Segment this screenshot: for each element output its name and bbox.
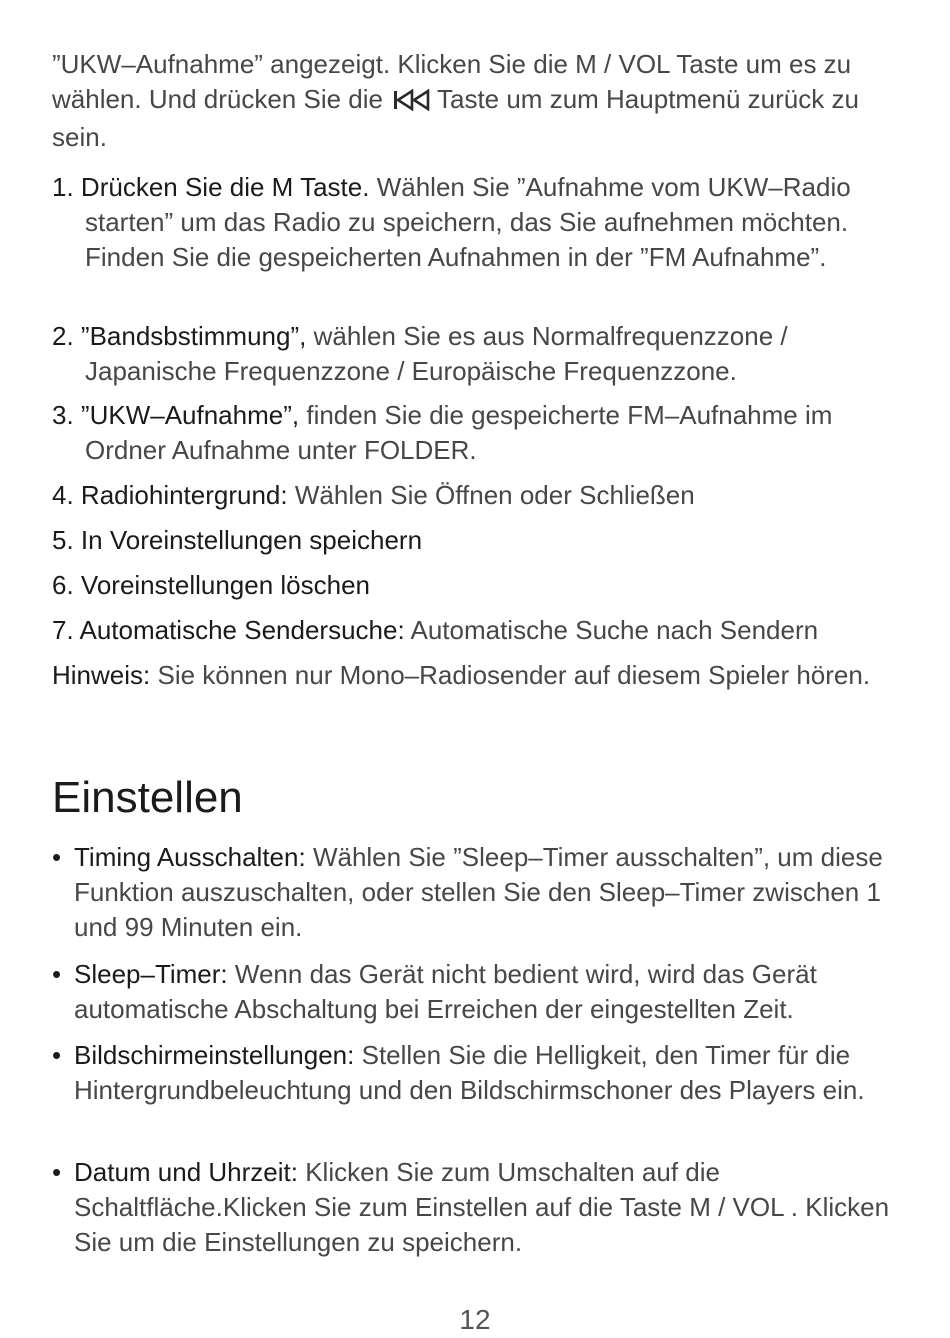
item-text: Automatische Suche nach Sendern [410, 615, 819, 645]
item-number: 2. [52, 321, 74, 351]
item-number: 5. [52, 525, 74, 555]
bullet-text: Wenn das Gerät nicht bedient wird, wird das Gerät automatische Abschaltung bei Erreichen der eingestellten Zeit. [74, 959, 817, 1024]
bullet-item-3 [52, 1038, 898, 1108]
bullet-item-2 [52, 957, 898, 1027]
item-number: 1. [52, 172, 74, 202]
bullet-text: Wählen Sie ”Sleep–Timer ausschalten”, um diese Funktion auszuschalten, oder stellen Sie den Sleep–Timer zwischen 1 und 99 Minuten ein. [74, 842, 883, 942]
item-lead: Automatische Sendersuche: [79, 615, 405, 645]
bullet-text: Stellen Sie die Helligkeit, den Timer für die Hintergrundbeleuchtung und den Bildschirmschoner des Players ein. [74, 1040, 865, 1105]
item-lead: Voreinstellungen löschen [80, 570, 371, 600]
item-text: Wählen Sie Öffnen oder Schließen [294, 480, 695, 510]
bullet-item-1 [52, 840, 898, 945]
bullet-lead: Datum und Uhrzeit: [74, 1157, 298, 1187]
item-lead: Radiohintergrund: [80, 480, 288, 510]
page-number: 12 [459, 1304, 491, 1335]
bullet-icon: • [52, 1157, 62, 1187]
list-item-2 [52, 319, 898, 389]
item-lead: In Voreinstellungen speichern [80, 525, 423, 555]
intro-text-2: Taste um zum Hauptmenü zurück zu sein. [52, 84, 859, 152]
item-number: 6. [52, 570, 74, 600]
item-number: 7. [52, 615, 74, 645]
list-item-7 [52, 613, 898, 648]
intro-paragraph [52, 47, 898, 155]
list-item-3 [52, 398, 898, 468]
intro-text-1: ”UKW–Aufnahme” angezeigt. Klicken Sie die M / VOL Taste um es zu wählen. Und drücken Sie die [52, 49, 852, 114]
bullet-lead: Sleep–Timer: [74, 959, 228, 989]
bullet-item-4 [52, 1155, 898, 1260]
item-number: 3. [52, 400, 74, 430]
bullet-lead: Timing Ausschalten: [74, 842, 306, 872]
bullet-lead: Bildschirmeinstellungen: [74, 1040, 355, 1070]
item-text: wählen Sie es aus Normalfrequenzzone / Japanische Frequenzzone / Europäische Frequenzzone. [85, 321, 788, 386]
bullet-icon: • [52, 1040, 62, 1070]
item-number: 4. [52, 480, 74, 510]
note-paragraph [52, 658, 898, 693]
bullet-icon: • [52, 842, 62, 872]
skip-back-icon [393, 85, 431, 120]
bullet-icon: • [52, 959, 62, 989]
note-text: Sie können nur Mono–Radiosender auf diesem Spieler hören. [157, 660, 871, 690]
item-lead: Drücken Sie die M Taste. [80, 172, 370, 202]
item-text: finden Sie die gespeicherte FM–Aufnahme im Ordner Aufnahme unter FOLDER. [85, 400, 833, 465]
list-item-5 [52, 523, 898, 558]
bullet-text: Klicken Sie zum Umschalten auf die Schaltfläche.Klicken Sie zum Einstellen auf die Taste M / VOL . Klicken Sie um die Einstellungen zu speichern. [74, 1157, 890, 1257]
list-item-6 [52, 568, 898, 603]
item-lead: ”UKW–Aufnahme”, [80, 400, 300, 430]
list-item-1 [52, 170, 898, 275]
item-lead: ”Bandsbstimmung”, [80, 321, 307, 351]
note-lead: Hinweis: [52, 660, 151, 690]
section-title: Einstellen [52, 773, 243, 822]
list-item-4 [52, 478, 898, 513]
item-text: Wählen Sie ”Aufnahme vom UKW–Radio starten” um das Radio zu speichern, das Sie aufnehmen möchten. Finden Sie die gespeicherten Aufnahmen in der ”FM Aufnahme”. [85, 172, 851, 272]
